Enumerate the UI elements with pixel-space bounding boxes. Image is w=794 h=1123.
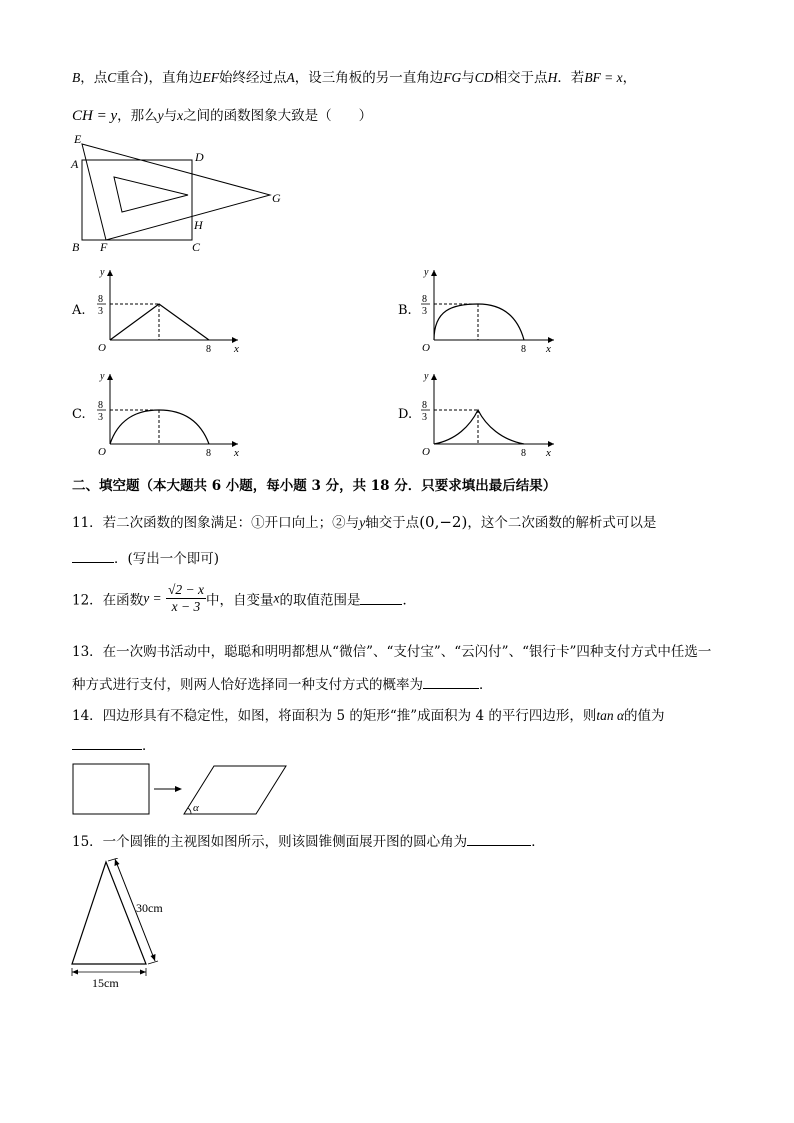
option-c-graph[interactable]	[88, 370, 248, 460]
svg-text:8: 8	[98, 400, 103, 411]
q11-line2: ．(写出一个即可)	[72, 547, 219, 567]
svg-text:8: 8	[422, 400, 427, 411]
q12-answer-blank[interactable]	[360, 592, 402, 605]
option-c-letter[interactable]: C.	[72, 407, 86, 422]
section-title: 二、填空题（本大题共 6 小题，每小题 3 分，共 18 分．只要求填出最后结果）	[72, 478, 557, 494]
option-b-letter[interactable]: B.	[398, 303, 412, 318]
option-d-letter[interactable]: D.	[398, 407, 413, 422]
label-d: D	[195, 150, 204, 164]
arrow-head	[175, 786, 182, 792]
svg-text:y: y	[424, 371, 429, 382]
q14-line1: 14．四边形具有不稳定性，如图，将面积为 5 的矩形“推”成面积为 4 的平行四边形，则tan α的值为	[72, 708, 665, 724]
option-a-graph[interactable]	[88, 266, 248, 356]
svg-text:y: y	[100, 267, 105, 278]
q11-line1: 11．若二次函数的图象满足：①开口向上；②与y轴交于点(0,−2)，这个二次函数的解析式可以是	[72, 513, 657, 531]
svg-text:8: 8	[98, 294, 103, 305]
q13-line1: 13．在一次购书活动中，聪聪和明明都想从“微信”、“支付宝”、“云闪付”、“银行卡”四种支付方式中任选一	[72, 644, 712, 660]
label-b: B	[72, 240, 80, 254]
slant-label: 30cm	[136, 901, 163, 915]
svg-text:8: 8	[521, 344, 526, 355]
q12-fraction: $\frac{√2 - x}{x - 3}$	[167, 582, 204, 614]
triangle-hole	[114, 177, 188, 212]
label-c: C	[192, 240, 201, 254]
label-a: A	[71, 157, 79, 171]
svg-text:3: 3	[98, 412, 103, 423]
base-label: 15cm	[92, 976, 119, 990]
q15-answer-blank[interactable]	[467, 833, 531, 846]
svg-text:8: 8	[206, 344, 211, 355]
label-e: E	[74, 132, 82, 146]
svg-text:x: x	[234, 343, 239, 355]
rectangle-shape	[73, 764, 149, 814]
svg-text:3: 3	[98, 306, 103, 317]
q15-cone-figure	[66, 858, 196, 993]
svg-text:8: 8	[422, 294, 427, 305]
svg-text:y: y	[424, 267, 429, 278]
option-a-letter[interactable]: A.	[72, 303, 86, 318]
svg-text:O: O	[98, 342, 106, 354]
option-b-curve	[434, 304, 524, 340]
label-g: G	[272, 191, 281, 205]
option-b-graph[interactable]	[412, 266, 572, 356]
parallelogram-shape	[184, 766, 286, 814]
q13-line2: 种方式进行支付，则两人恰好选择同一种支付方式的概率为 ．	[72, 677, 493, 693]
svg-text:3: 3	[422, 306, 427, 317]
q12-line: 12．在函数y = $\frac{√2 - x}{x - 3}$ 中，自变量x的取值范围是 ．	[72, 582, 416, 614]
option-d-curve	[434, 410, 524, 444]
q14-figure	[70, 760, 300, 820]
svg-text:8: 8	[521, 448, 526, 459]
svg-text:3: 3	[422, 412, 427, 423]
svg-text:O: O	[422, 342, 430, 354]
q10-figure	[66, 130, 296, 260]
svg-text:x: x	[546, 343, 551, 355]
svg-text:x: x	[234, 447, 239, 459]
option-d-graph[interactable]	[412, 370, 572, 460]
label-h: H	[194, 218, 203, 232]
q10-line1: B，点C重合)，直角边EF始终经过点A，设三角板的另一直角边FG与CD相交于点H．若BF = x，	[72, 70, 637, 86]
q15-line: 15．一个圆锥的主视图如图所示，则该圆锥侧面展开图的圆心角为 ．	[72, 834, 545, 850]
svg-text:x: x	[546, 447, 551, 459]
q11-answer-blank[interactable]	[72, 550, 114, 563]
alpha-label: α	[193, 802, 199, 814]
q13-answer-blank[interactable]	[423, 676, 479, 689]
label-f: F	[100, 240, 108, 254]
q14-answer-blank[interactable]	[72, 737, 142, 750]
q10-line2: CH = y，那么y与x之间的函数图象大致是（ ）	[72, 108, 373, 124]
cone-front-view	[72, 862, 146, 964]
q14-line2: ．	[72, 734, 156, 754]
svg-text:y: y	[100, 371, 105, 382]
rectangle-abcd	[82, 160, 192, 240]
svg-text:8: 8	[206, 448, 211, 459]
alpha-arc	[188, 808, 191, 814]
svg-text:O: O	[422, 446, 430, 458]
svg-text:O: O	[98, 446, 106, 458]
